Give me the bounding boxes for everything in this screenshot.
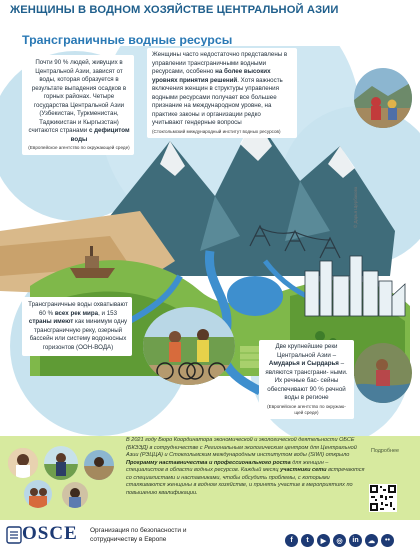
program-text: В 2021 году Бюро Координатора экономической и экологической деятельности ОБСЕ (БКЭЭД) в сотрудничестве с Региональным экологическим центром для Центральной Азии (РЭЦЦА) и Стокгольмским международным институтом воды (SIWI) открыло (126, 437, 357, 459)
osce-emblem-icon (6, 526, 22, 544)
info-highlight: всех рек мира (54, 309, 99, 317)
organization-name (90, 526, 186, 544)
youtube-icon[interactable]: ▶ (317, 534, 330, 547)
section-title: Трансграничные водные ресурсы (22, 33, 233, 47)
info-text: Почти 90 % людей, живущих в Центральной Азии, зависят от воды, которая образуется в результате выпадения осадков в горных районах. Четыре государства Центральной Азии (Узбекистан, Туркменистан, Таджикистан и Кыргызстан) считаются странами (28, 59, 127, 135)
info-box-transboundary-waters (22, 297, 132, 356)
info-box-major-rivers (259, 340, 354, 419)
info-text: Две крупнейшие реки Центральной Азии – (275, 343, 338, 359)
info-box-water-dependence (22, 55, 134, 155)
info-text: , и 153 (98, 309, 118, 317)
qr-code-icon[interactable] (369, 484, 397, 512)
info-highlight: с дефицитом воды (70, 127, 130, 143)
mentorship-photo (8, 448, 38, 478)
page-title: ЖЕНЩИНЫ В ВОДНОМ ХОЗЯЙСТВЕ ЦЕНТРАЛЬНОЙ АЗИИ (10, 4, 339, 16)
program-text: встречаются со специалистами и наставниками, чтобы обсудить проблемы, с которыми сталкиваются женщины в водном хозяйстве, и принять участие в мероприятиях по повышению квалификации. (126, 467, 365, 496)
info-highlight: на более высоких уровнях принятия решений (152, 68, 271, 84)
info-source: (ООН-ВОДА) (76, 343, 114, 351)
instagram-icon[interactable]: ◎ (333, 534, 346, 547)
qr-label: Подробнее (371, 448, 399, 454)
women-with-bicycles-photo (143, 307, 235, 385)
program-highlight: Программу наставничества и профессионального роста (126, 459, 291, 466)
info-source: (Стокгольмский международный институт водных ресурсов) (152, 128, 281, 134)
info-source: (Европейское агентство по окружающей среде) (28, 145, 130, 151)
info-text: как минимум одну трансграничную реку, озерный бассейн или систему водоносных горизонтов (29, 318, 128, 351)
mentorship-photo (24, 480, 52, 508)
info-box-women-representation (147, 48, 297, 138)
info-highlight: Амударья и Сырдарья (268, 360, 339, 368)
organization-name-line: Организация по безопасности и (90, 527, 187, 534)
soundcloud-icon[interactable]: ☁ (365, 534, 378, 547)
info-highlight: страны имеют (28, 318, 74, 326)
organization-name-line: сотрудничеству в Европе (90, 536, 167, 544)
linkedin-icon[interactable]: in (349, 534, 362, 547)
info-text: Женщины часто недостаточно представлены в управлении трансграничными водными ресурсами, особенно (152, 51, 288, 76)
mentorship-photos (4, 446, 122, 508)
program-description (126, 437, 366, 497)
mentorship-photo (84, 450, 114, 480)
illustration-credit: © Дарья Щербакова (353, 186, 358, 228)
mentorship-photo (62, 482, 88, 508)
women-at-camp-photo (354, 68, 412, 128)
info-text: – являются трансграни- ными. Их речные бас- сейны обеспечивают 90 % речной воды в регионе (265, 360, 348, 402)
program-highlight: участники сети (280, 467, 327, 474)
mentorship-photo (44, 446, 78, 480)
flickr-icon[interactable]: •• (381, 534, 394, 547)
program-text: для женщин – специалистов в области водных ресурсов. Каждый месяц (126, 459, 329, 474)
woman-at-river-photo (354, 343, 412, 403)
info-text: . Хотя важность включения женщин в структуры управления водными ресурсами получает все большее признание на международном уровне, на практике законы и организации редко учитывают гендерные вопросы (152, 76, 283, 127)
twitter-icon[interactable]: t (301, 534, 314, 547)
info-text: Трансграничные воды охватывают 60 % (28, 301, 128, 317)
info-source: (Европейское агентство по окружаю- щей среде) (267, 403, 346, 416)
osce-logo[interactable]: OSCE (22, 523, 78, 544)
facebook-icon[interactable]: f (285, 534, 298, 547)
